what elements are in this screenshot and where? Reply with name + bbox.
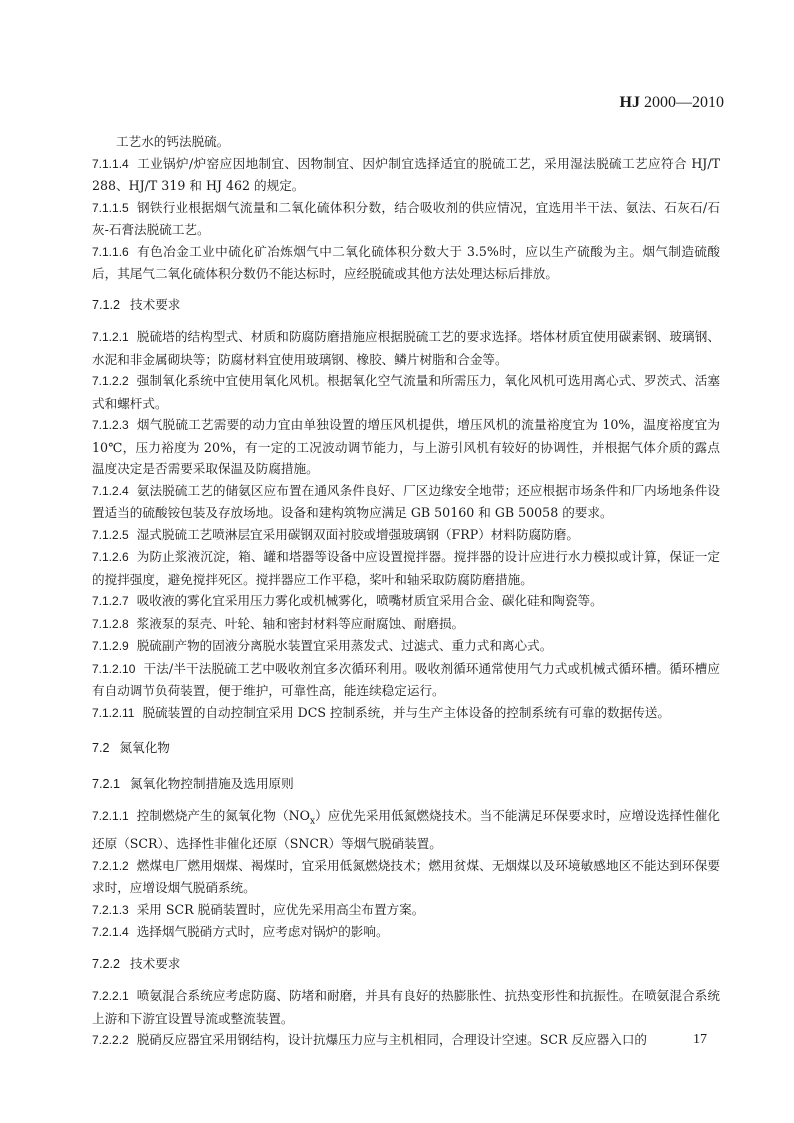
clause-number: 7.1.2.2: [92, 374, 129, 388]
section-number: 7.2.1: [92, 776, 121, 791]
clause-7-1-2-11: [92, 702, 720, 725]
clause-text: 吸收液的雾化宜采用压力雾化或机械雾化，喷嘴材质宜采用合金、碳化硅和陶瓷等。: [136, 593, 603, 608]
clause-number: 7.1.2.10: [92, 661, 136, 676]
clause-number: 7.1.2.4: [92, 483, 129, 498]
clause-text: 脱硫装置的自动控制宜采用 DCS 控制系统，并与生产主体设备的控制系统有可靠的数据传送。: [142, 704, 671, 720]
clause-text: 强制氧化系统中宜使用氧化风机。根据氧化空气流量和所需压力，氧化风机可选用离心式、罗茨式、活塞式和螺杆式。: [92, 373, 720, 411]
clause-text: 脱硝反应器宜采用钢结构，设计抗爆压力应与主机相同，合理设计空速。SCR 反应器入口的: [136, 1032, 648, 1048]
clause-number: 7.1.2.9: [92, 639, 129, 653]
clause-number: 7.1.2.11: [92, 705, 135, 720]
clause-7-1-2-9: [92, 635, 720, 658]
section-title: 氮氧化物控制措施及选用原则: [130, 776, 294, 791]
clause-text: 干法/半干法脱硫工艺中吸收剂宜多次循环利用。吸收剂循环通常使用气力式或机械式循环槽。循环槽应有自动调节负荷装置，便于维护，可靠性高，能连续稳定运行。: [92, 660, 720, 698]
clause-7-1-2-3: [92, 414, 720, 480]
clause-number: 7.1.1.6: [92, 244, 129, 259]
continuation-text: 工艺水的钙法脱硫。: [116, 134, 230, 149]
clause-number: 7.2.1.3: [92, 902, 129, 917]
clause-number: 7.1.2.3: [92, 418, 129, 432]
clause-list-7-1-2: [92, 326, 720, 724]
clause-text: 选择烟气脱硝方式时，应考虑对锅炉的影响。: [136, 924, 389, 940]
section-number: 7.2.2: [92, 956, 121, 971]
clause-text: 脱硫副产物的固液分离脱水装置宜采用蒸发式、过滤式、重力式和离心式。: [136, 638, 553, 653]
clause-number: 7.2.2.2: [92, 1033, 129, 1048]
clause-7-1-2-6: [92, 546, 720, 590]
clause-text-after: ）应优先采用低氮燃烧技术。当不能满足环保要求时，应增设选择性催化还原（SCR）、选择性非催化还原（SNCR）等烟气脱硝装置。: [92, 808, 720, 852]
clause-7-2-2-2: [92, 1029, 720, 1052]
clause-text: 脱硫塔的结构型式、材质和防腐防磨措施应根据脱硫工艺的要求选择。塔体材质宜使用碳素钢、玻璃钢、水泥和非金属砌块等；防腐材料宜使用玻璃钢、橡胶、鳞片树脂和合金等。: [92, 329, 720, 367]
section-title: 技术要求: [130, 956, 181, 971]
clause-7-1-1-5: [92, 197, 720, 241]
clause-text: 为防止浆液沉淀，箱、罐和塔器等设备中应设置搅拌器。搅拌器的设计应进行水力模拟或计算，保证一定的搅拌强度，避免搅拌死区。搅拌器应工作平稳，桨叶和轴采取防腐防磨措施。: [92, 549, 720, 587]
clause-text: 湿式脱硫工艺喷淋层宜采用碳钢双面衬胶或增强玻璃钢（FRP）材料防腐防磨。: [136, 526, 579, 542]
clause-text: 采用 SCR 脱硝装置时，应优先采用高尘布置方案。: [136, 901, 425, 917]
clause-7-1-1-6: [92, 241, 720, 285]
clause-number: 7.2.2.1: [92, 989, 129, 1004]
clause-number: 7.1.1.5: [92, 200, 129, 215]
section-heading-7-2-1: [92, 774, 720, 796]
clause-number: 7.1.2.8: [92, 616, 129, 631]
clause-text: 钢铁行业根据烟气流量和二氧化硫体积分数，结合吸收剂的供应情况，宜选用半干法、氨法、石灰石/石灰-石膏法脱硫工艺。: [92, 199, 720, 237]
clause-number: 7.1.1.4: [92, 156, 129, 171]
standard-number: 2000—2010: [644, 94, 724, 111]
document-body: [92, 131, 720, 1052]
clause-7-1-2-10: [92, 658, 720, 702]
clause-7-2-1-3: [92, 899, 720, 922]
clause-list-7-2-1: [92, 805, 720, 944]
section-number: 7.1.2: [92, 297, 121, 312]
section-heading-7-2: [92, 738, 720, 760]
clause-7-1-2-1: [92, 326, 720, 370]
clause-text: 氨法脱硫工艺的储氨区应布置在通风条件良好、厂区边缘安全地带；还应根据市场条件和厂内场地条件设置适当的硫酸铵包装及存放场地。设备和建构筑物应满足 GB 50160 和 GB 50058 的要求。: [92, 482, 720, 520]
clause-7-2-1-4: [92, 921, 720, 944]
section-number: 7.2: [92, 741, 110, 755]
clause-7-1-2-2: [92, 370, 720, 414]
clause-text: 工业锅炉/炉窑应因地制宜、因物制宜、因炉制宜选择适宜的脱硫工艺，采用湿法脱硫工艺应符合 HJ/T 288、HJ/T 319 和 HJ 462 的规定。: [92, 155, 720, 193]
clause-7-2-1-2: [92, 855, 720, 899]
page-number: 17: [693, 1032, 707, 1047]
clause-text: 烟气脱硫工艺需要的动力宜由单独设置的增压风机提供，增压风机的流量裕度宜为 10%，温度裕度宜为 10℃，压力裕度为 20%，有一定的工况波动调节能力，与上游引风机有较好的协调性，并根据气体介质的露点温度决定是否需要采取保温及防腐措施。: [92, 417, 720, 476]
section-title: 氮氧化物: [119, 741, 170, 755]
clause-number: 7.2.1.1: [92, 809, 129, 823]
clause-text: 浆液泵的泵壳、叶轮、轴和密封材料等应耐腐蚀、耐磨损。: [136, 615, 465, 631]
clause-list-7-2-2: [92, 985, 720, 1052]
clause-7-1-2-5: [92, 524, 720, 547]
clause-number: 7.1.2.1: [92, 330, 129, 344]
clause-number: 7.1.2.7: [92, 594, 129, 608]
clause-text: 燃煤电厂燃用烟煤、褐煤时，宜采用低氮燃烧技术；燃用贫煤、无烟煤以及环境敏感地区不能达到环保要求时，应增设烟气脱硝系统。: [92, 857, 720, 896]
standard-code: HJ: [619, 94, 640, 111]
clause-number: 7.1.2.5: [92, 527, 129, 542]
section-heading-7-2-2: [92, 954, 720, 976]
clause-7-2-1-1: [92, 805, 720, 855]
clause-number: 7.2.1.4: [92, 925, 129, 940]
clause-7-1-2-4: [92, 480, 720, 524]
clause-number: 7.1.2.6: [92, 550, 129, 564]
clause-list-7-1-1: [92, 153, 720, 285]
clause-text: 喷氨混合系统应考虑防腐、防堵和耐磨，并具有良好的热膨胀性、抗热变形性和抗振性。在喷氨混合系统上游和下游宜设置导流或整流装置。: [92, 988, 720, 1026]
document-header: [620, 94, 724, 112]
clause-7-1-2-7: [92, 590, 720, 613]
section-title: 技术要求: [130, 297, 181, 312]
clause-7-1-2-8: [92, 613, 720, 636]
clause-number: 7.2.1.2: [92, 858, 129, 873]
clause-text-before: 控制燃烧产生的氮氧化物（NO: [136, 808, 310, 823]
clause-7-1-1-4: [92, 153, 720, 197]
section-heading-7-1-2: [92, 295, 720, 317]
subscript-x: x: [309, 816, 316, 827]
clause-7-2-2-1: [92, 985, 720, 1029]
clause-text: 有色冶金工业中硫化矿冶炼烟气中二氧化硫体积分数大于 3.5%时，应以生产硫酸为主。烟气制造硫酸后，其尾气二氧化硫体积分数仍不能达标时，应经脱硫或其他方法处理达标后排放。: [92, 243, 720, 281]
